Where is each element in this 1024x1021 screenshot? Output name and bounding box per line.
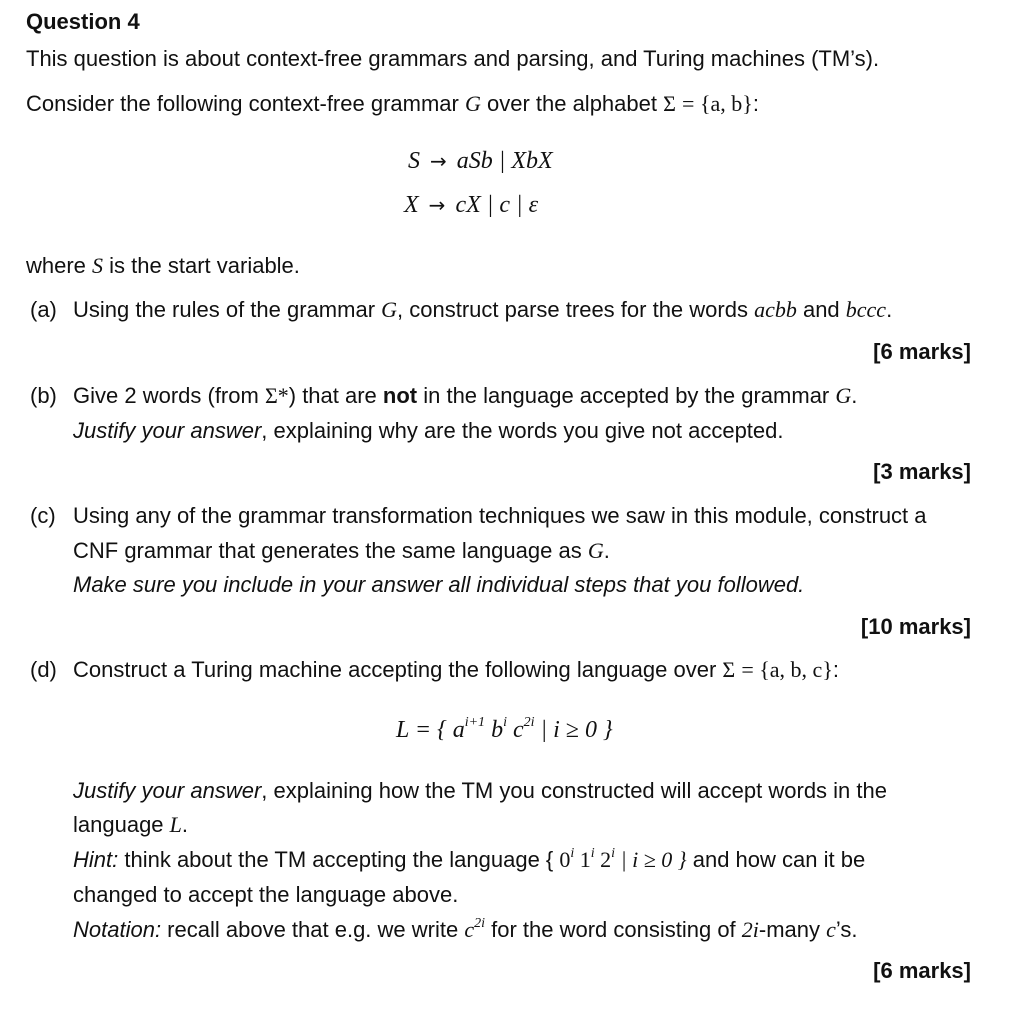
hint-pre: think about the TM accepting the language { xyxy=(118,847,560,872)
start-pre: where xyxy=(26,253,93,278)
part-a-label: (a) xyxy=(30,297,57,322)
part-c-line3: Make sure you include in your answer all individual steps that you followed. xyxy=(73,572,805,597)
start-variable-line xyxy=(26,252,300,280)
language-definition xyxy=(396,715,613,745)
consider-pre: Consider the following context-free grammar xyxy=(26,91,465,116)
consider-post: : xyxy=(752,91,759,116)
part-c-grammar-var: G xyxy=(587,538,604,563)
part-d-justify-line xyxy=(73,777,887,805)
part-d-sigma: Σ xyxy=(722,657,736,682)
notation-post: ’s. xyxy=(835,917,858,942)
part-b-label: (b) xyxy=(30,383,57,408)
part-a-post: . xyxy=(886,297,893,322)
part-d-label: (d) xyxy=(30,657,57,682)
part-b-post: in the language accepted by the grammar xyxy=(417,383,836,408)
part-b-justify: Justify your answer xyxy=(73,418,262,443)
part-d-hint-line xyxy=(73,846,865,874)
rule1-arrow: → xyxy=(430,149,447,173)
part-a-word2: bccc xyxy=(845,297,887,322)
rule1-lhs: S xyxy=(408,148,420,174)
grammar-rule-s xyxy=(408,146,553,176)
part-d-notation-line xyxy=(73,916,858,944)
hint-post: and how can it be xyxy=(686,847,866,872)
notation-c: c xyxy=(464,917,475,942)
notation-exp: 2i xyxy=(474,915,485,931)
part-b-grammar-var: G xyxy=(835,383,852,408)
question-title: Question 4 xyxy=(26,9,140,34)
notation-2i: 2i xyxy=(741,917,759,942)
rule2-arrow: → xyxy=(428,193,446,217)
part-d-line1: Construct a Turing machine accepting the following language over Σ = {a, b, c}: xyxy=(73,657,840,682)
part-a-text xyxy=(73,296,892,324)
hint-label: Hint: xyxy=(73,847,119,872)
notation-label: Notation: xyxy=(73,917,162,942)
part-a-marks: [6 marks] xyxy=(873,339,971,364)
part-c-line1: Using any of the grammar transformation techniques we saw in this module, construct a xyxy=(73,503,927,528)
part-d-pre: Construct a Turing machine accepting the following language over xyxy=(73,657,723,682)
part-b-pre: Give 2 words (from xyxy=(73,383,265,408)
rule2-lhs: X xyxy=(404,192,419,218)
part-b-line2 xyxy=(73,417,784,445)
hint-1: 1 xyxy=(574,847,591,872)
lang-lhs: L = { xyxy=(396,717,453,743)
part-d-alphabet: = {a, b, c} xyxy=(741,657,833,682)
rule1-rhs: aSb | XbX xyxy=(456,148,553,174)
notation-pre: recall above that e.g. we write xyxy=(161,917,465,942)
part-d-hint-line2: changed to accept the language above. xyxy=(73,882,459,907)
rule2-rhs: cX | c | ε xyxy=(455,192,539,218)
part-b-line2-post: , explaining why are the words you give not accepted. xyxy=(261,418,784,443)
lang-b: b xyxy=(485,717,504,743)
part-d-lang-pre: language xyxy=(73,812,170,837)
grammar-rule-x xyxy=(404,190,538,220)
lang-a-exp: i+1 xyxy=(464,715,486,730)
hint-1-exp: i xyxy=(590,845,595,861)
part-b-not: not xyxy=(382,383,418,408)
lang-a: a xyxy=(452,717,465,743)
part-a-mid2: and xyxy=(796,297,846,322)
start-post: is the start variable. xyxy=(103,253,300,278)
part-d-lang-var: L xyxy=(169,812,182,837)
part-c-label: (c) xyxy=(30,503,56,528)
hint-cond: | i ≥ 0 } xyxy=(615,847,687,872)
hint-0-exp: i xyxy=(570,845,575,861)
part-a-grammar-var: G xyxy=(381,297,398,322)
grammar-var: G xyxy=(464,91,481,116)
notation-cs: c xyxy=(826,917,836,942)
hint-0: 0 xyxy=(559,847,571,872)
lang-c: c xyxy=(506,717,524,743)
part-b-line1: Give 2 words (from Σ*) that are not in the language accepted by the grammar G. xyxy=(73,383,858,408)
alphabet-ab: = {a, b} xyxy=(682,91,753,116)
part-b-mid: ) that are xyxy=(288,383,383,408)
notation-mid2: -many xyxy=(758,917,827,942)
hint-2-exp: i xyxy=(611,845,616,861)
lang-b-exp: i xyxy=(503,715,507,730)
part-d-justify: Justify your answer xyxy=(73,778,262,803)
lang-c-exp: 2i xyxy=(523,715,535,730)
part-a-pre: Using the rules of the grammar xyxy=(73,297,382,322)
notation-mid: for the word consisting of xyxy=(484,917,742,942)
part-c-marks: [10 marks] xyxy=(860,614,971,639)
intro-text: This question is about context-free grammars and parsing, and Turing machines (TM’s). xyxy=(26,46,880,71)
hint-2: 2 xyxy=(594,847,612,872)
part-a-mid1: , construct parse trees for the words xyxy=(397,297,755,322)
part-b-marks: [3 marks] xyxy=(873,459,971,484)
sigma-symbol: Σ xyxy=(663,91,676,116)
part-c-line2: CNF grammar that generates the same language as G. xyxy=(73,538,610,563)
part-c-line2-pre: CNF grammar that generates the same language as xyxy=(73,538,588,563)
part-d-justify-post: , explaining how the TM you constructed will accept words in the xyxy=(261,778,887,803)
lang-cond: | i ≥ 0 } xyxy=(534,717,613,743)
consider-line xyxy=(26,90,759,118)
start-var: S xyxy=(92,253,104,278)
part-d-language-line: language L. xyxy=(73,812,189,837)
consider-mid: over the alphabet xyxy=(480,91,664,116)
part-a-word1: acbb xyxy=(754,297,797,322)
part-d-marks: [6 marks] xyxy=(873,958,971,983)
part-b-sigma-star: Σ* xyxy=(264,383,289,408)
